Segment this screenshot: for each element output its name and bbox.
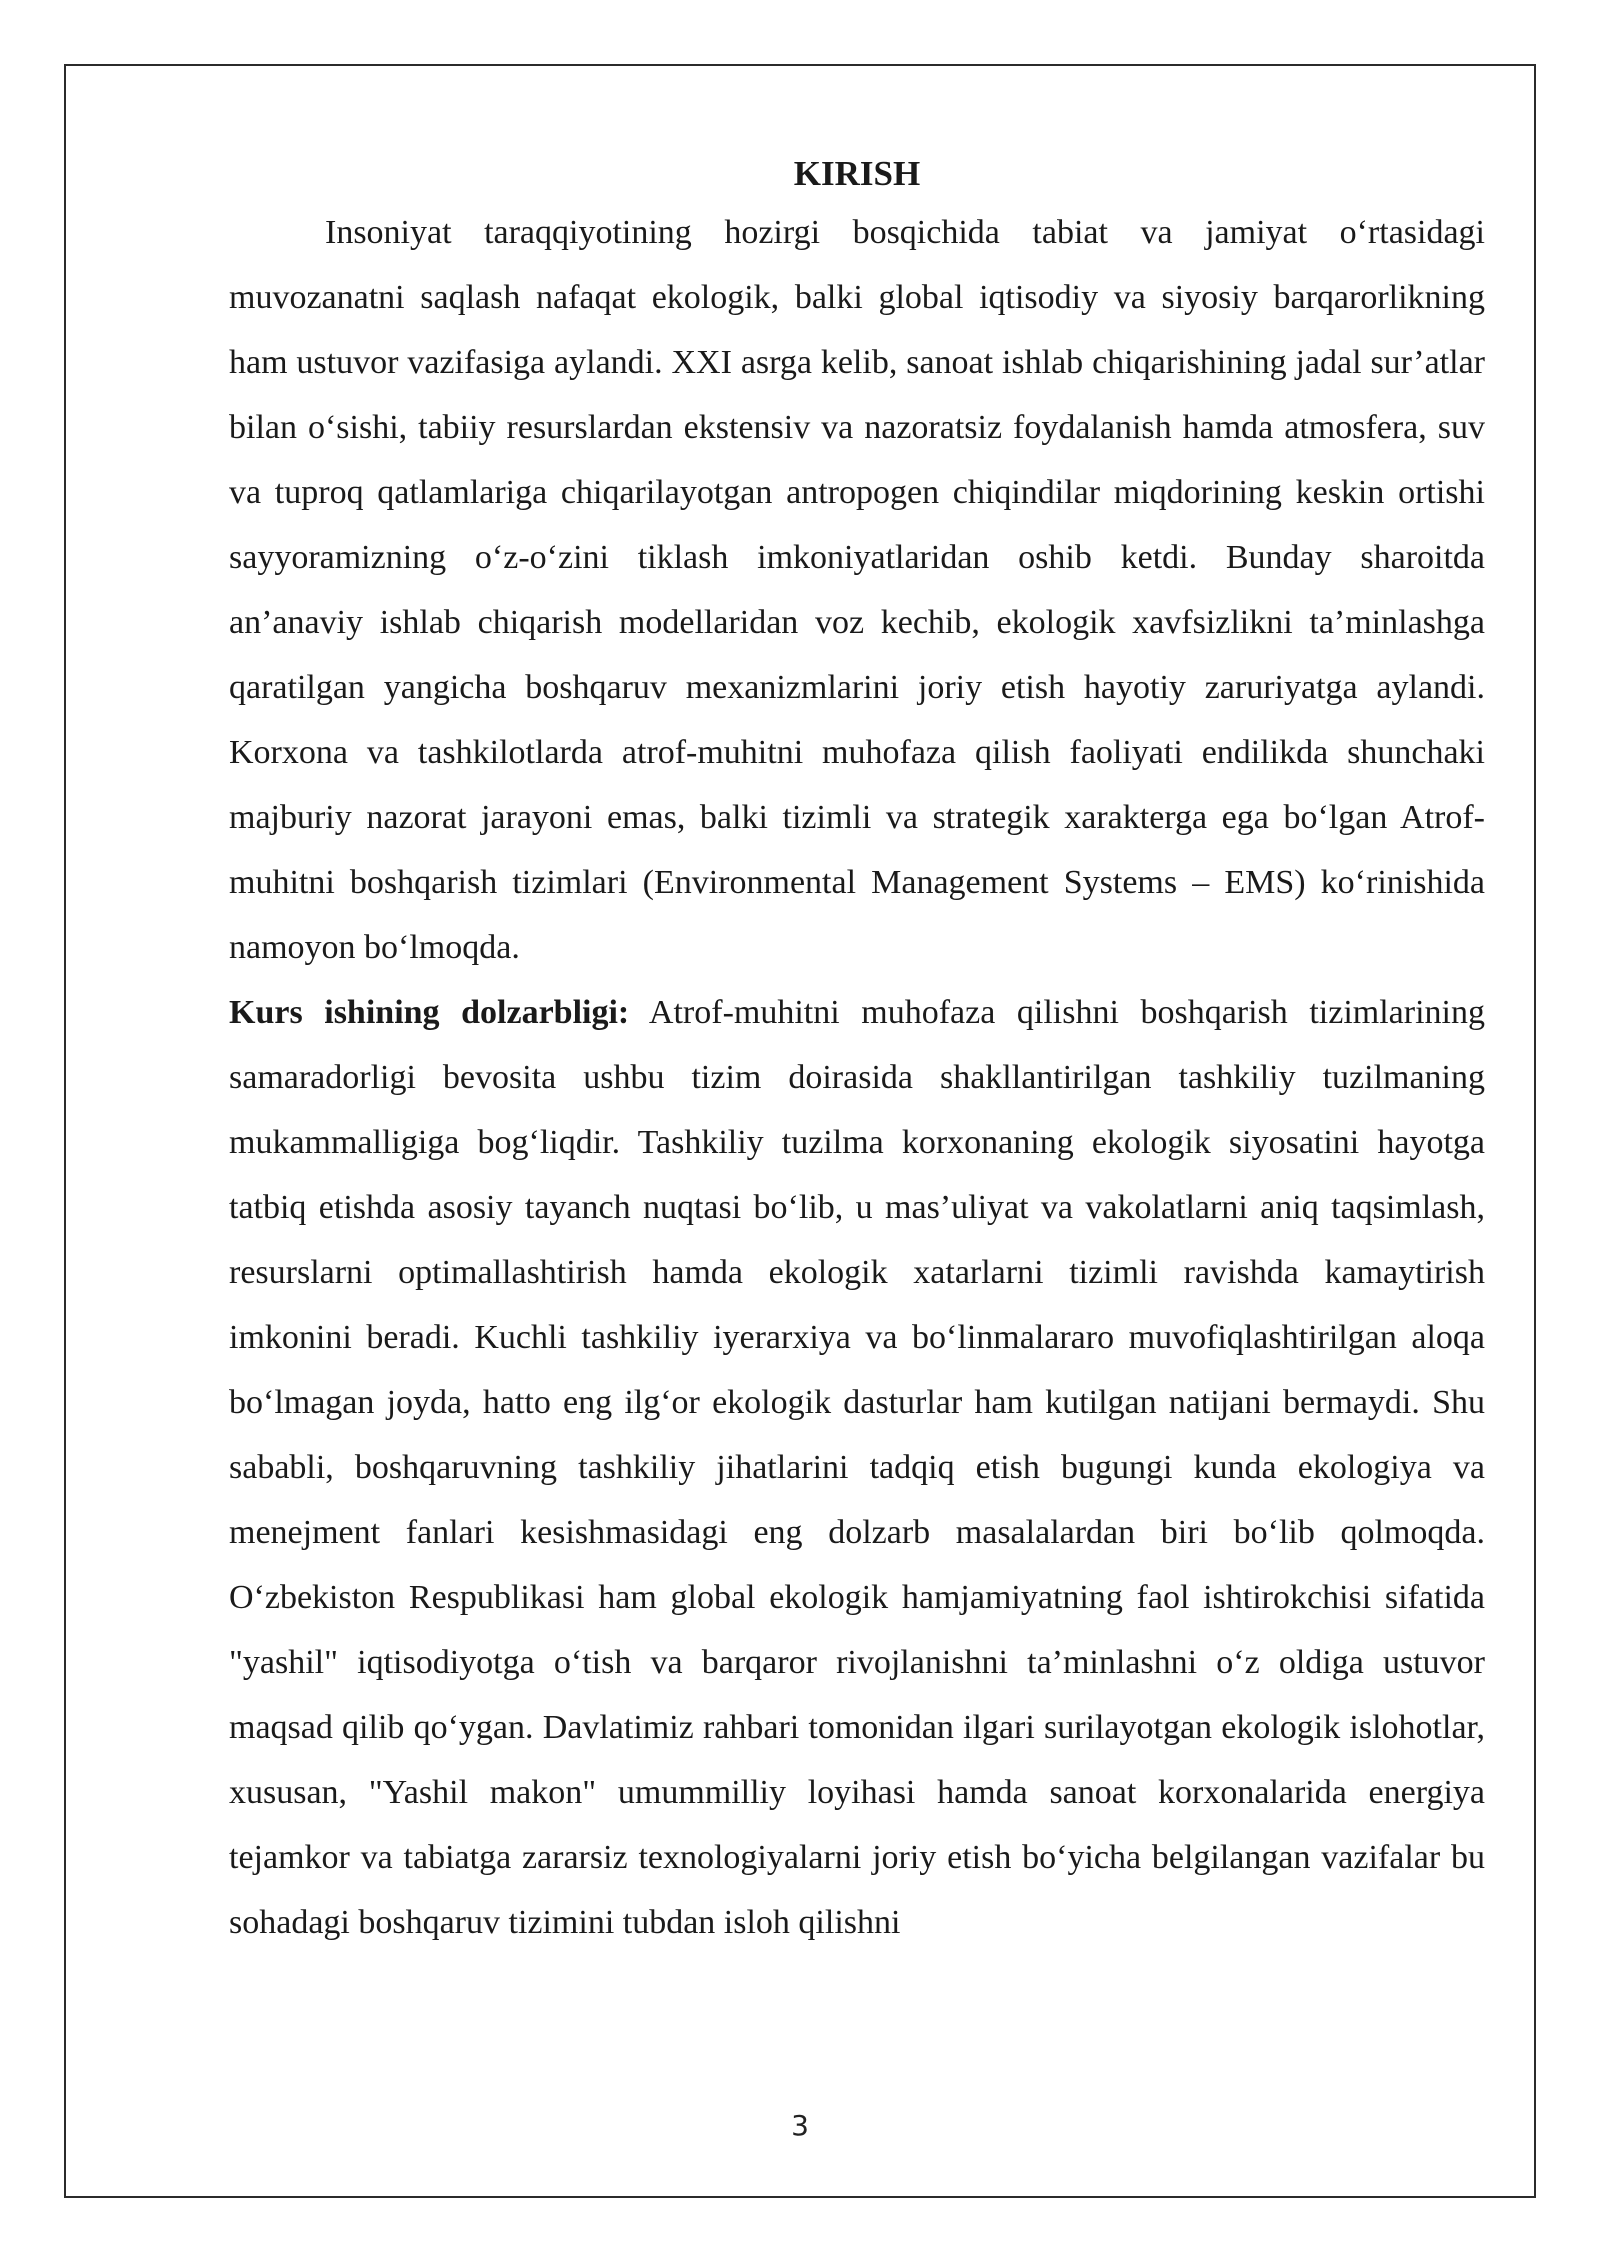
document-body xyxy=(229,148,1485,1955)
section-heading: KIRISH xyxy=(793,154,921,193)
intro-paragraph xyxy=(229,200,1485,980)
page-number: 3 xyxy=(791,2109,809,2142)
relevance-lead: Kurs ishining dolzarbligi: xyxy=(229,994,630,1031)
relevance-paragraph xyxy=(229,980,1485,1955)
intro-paragraph-text: Insoniyat taraqqiyotining hozirgi bosqichida tabiat va jamiyat oʻrtasidagi muvozanatni saqlash nafaqat ekologik, balki global iqtisodiy va siyosiy barqarorlikning ham ustuvor vazifasiga aylandi. XXI asrga kelib, sanoat ishlab chiqarishining jadal sur’atlar bilan oʻsishi, tabiiy resurslardan ekstensiv va nazoratsiz foydalanish hamda atmosfera, suv va tuproq qatlamlariga chiqarilayotgan antropogen chiqindilar miqdorining keskin ortishi sayyoramizning oʻz-oʻzini tiklash imkoniyatlaridan oshib ketdi. Bunday sharoitda an’anaviy ishlab chiqarish modellaridan voz kechib, ekologik xavfsizlikni ta’minlashga qaratilgan yangicha boshqaruv mexanizmlarini joriy etish hayotiy zaruriyatga aylandi. Korxona va tashkilotlarda atrof-muhitni muhofaza qilish faoliyati endilikda shunchaki majburiy nazorat jarayoni emas, balki tizimli va strategik xarakterga ega boʻlgan Atrof-muhitni boshqarish tizimlari (Environmental Management Systems – EMS) koʻrinishida namoyon boʻlmoqda. xyxy=(229,214,1485,966)
relevance-paragraph-text: Atrof-muhitni muhofaza qilishni boshqarish tizimlarining samaradorligi bevosita ushbu tizim doirasida shakllantirilgan tashkiliy tuzilmaning mukammalligiga bogʻliqdir. Tashkiliy tuzilma korxonaning ekologik siyosatini hayotga tatbiq etishda asosiy tayanch nuqtasi boʻlib, u mas’uliyat va vakolatlarni aniq taqsimlash, resurslarni optimallashtirish hamda ekologik xatarlarni tizimli ravishda kamaytirish imkonini beradi. Kuchli tashkiliy iyerarxiya va boʻlinmalararo muvofiqlashtirilgan aloqa boʻlmagan joyda, hatto eng ilgʻor ekologik dasturlar ham kutilgan natijani bermaydi. Shu sababli, boshqaruvning tashkiliy jihatlarini tadqiq etish bugungi kunda ekologiya va menejment fanlari kesishmasidagi eng dolzarb masalalardan biri boʻlib qolmoqda. Oʻzbekiston Respublikasi ham global ekologik hamjamiyatning faol ishtirokchisi sifatida "yashil" iqtisodiyotga oʻtish va barqaror rivojlanishni ta’minlashni oʻz oldiga ustuvor maqsad qilib qoʻygan. Davlatimiz rahbari tomonidan ilgari surilayotgan ekologik islohotlar, xususan, "Yashil makon" umummilliy loyihasi hamda sanoat korxonalarida energiya tejamkor va tabiatga zararsiz texnologiyalarni joriy etish boʻyicha belgilangan vazifalar bu sohadagi boshqaruv tizimini tubdan isloh qilishni xyxy=(229,994,1485,1941)
